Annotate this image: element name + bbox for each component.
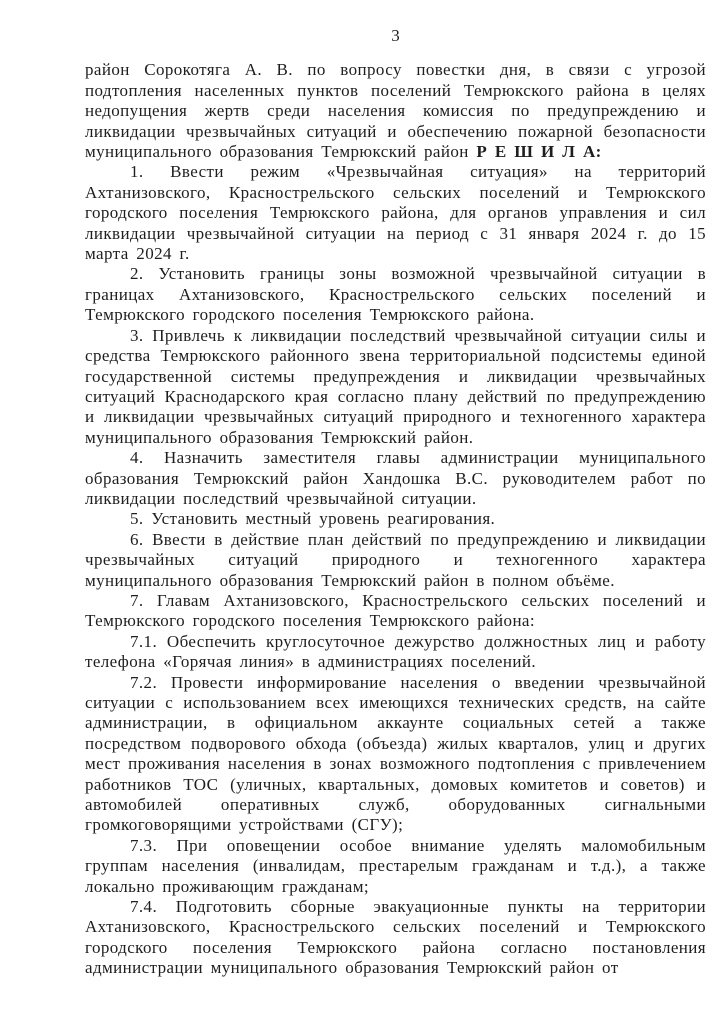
paragraph-item-4: 4. Назначить заместителя главы администрации муниципального образования Темрюкский район Хандошка В.С. руководителем работ по ликвидации последствий чрезвычайной ситуации. — [85, 448, 706, 508]
paragraph-item-7-1: 7.1. Обеспечить круглосуточное дежурство должностных лиц и работу телефона «Горячая линия» в администрациях поселений. — [85, 631, 706, 672]
paragraph-item-6: 6. Ввести в действие план действий по предупреждению и ликвидации чрезвычайных ситуаций природного и техногенного характера муниципального образования Темрюкский район в полном объёме. — [85, 529, 706, 590]
paragraph-item-1: 1. Ввести режим «Чрезвычайная ситуация» на территорий Ахтанизовского, Краснострельского сельских поселений и Темрюкского городского поселения Темрюкского района, для органов управления и сил ликвидации чрезвычайной ситуации на период с 31 января 2024 г. до 15 марта 2024 г. — [85, 162, 706, 264]
intro-text: район Сорокотяга А. В. по вопросу повестки дня, в связи с угрозой подтопления населенных пунктов поселений Темрюкского района в целях недопущения жертв среди населения комиссия по предупреждению и ликвидации чрезвычайных ситуаций и обеспечению пожарной безопасности муниципального образования Темрюкский район — [85, 60, 706, 162]
page-number: 3 — [391, 26, 400, 45]
paragraph-item-7-2: 7.2. Провести информирование населения о введении чрезвычайной ситуации с использованием всех имеющихся технических средств, на сайте администрации, в официальном аккаунте социальных сетей а также посредством подворового обхода (объезда) жилых кварталов, улиц и других мест проживания населения в зонах возможного подтопления с привлечением работников ТОС (уличных, квартальных, домовых комитетов и советов) и автомобилей оперативных служб, оборудованных сигнальными громкоговорящими устройствами (СГУ); — [85, 672, 706, 835]
paragraph-item-7-3: 7.3. При оповещении особое внимание уделять маломобильным группам населения (инвалидам, престарелым гражданам и т.д.), а также локально проживающим гражданам; — [85, 835, 706, 896]
paragraph-item-5: 5. Установить местный уровень реагирования. — [130, 509, 496, 529]
paragraph-item-7: 7. Главам Ахтанизовского, Краснострельского сельских поселений и Темрюкского городского поселения Темрюкского района: — [85, 590, 706, 631]
paragraph-item-3: 3. Привлечь к ликвидации последствий чрезвычайной ситуации силы и средства Темрюкского районного звена территориальной подсистемы единой государственной системы предупреждения и ликвидации чрезвычайных ситуаций Краснодарского края согласно плану действий по предупреждению и ликвидации чрезвычайных ситуаций природного и техногенного характера муниципального образования Темрюкский район. — [85, 325, 706, 447]
paragraph-item-7-4: 7.4. Подготовить сборные эвакуационные пункты на территории Ахтанизовского, Краснострельского сельских поселений и Темрюкского городского поселения Темрюкского района согласно постановления администрации муниципального образования Темрюкский район от — [85, 897, 706, 978]
paragraph-intro — [85, 60, 706, 162]
paragraph-item-2: 2. Установить границы зоны возможной чрезвычайной ситуации в границах Ахтанизовского, Краснострельского сельских поселений и Темрюкского городского поселения Темрюкского района. — [85, 264, 706, 325]
decision-word: Р Е Ш И Л А: — [476, 142, 602, 162]
